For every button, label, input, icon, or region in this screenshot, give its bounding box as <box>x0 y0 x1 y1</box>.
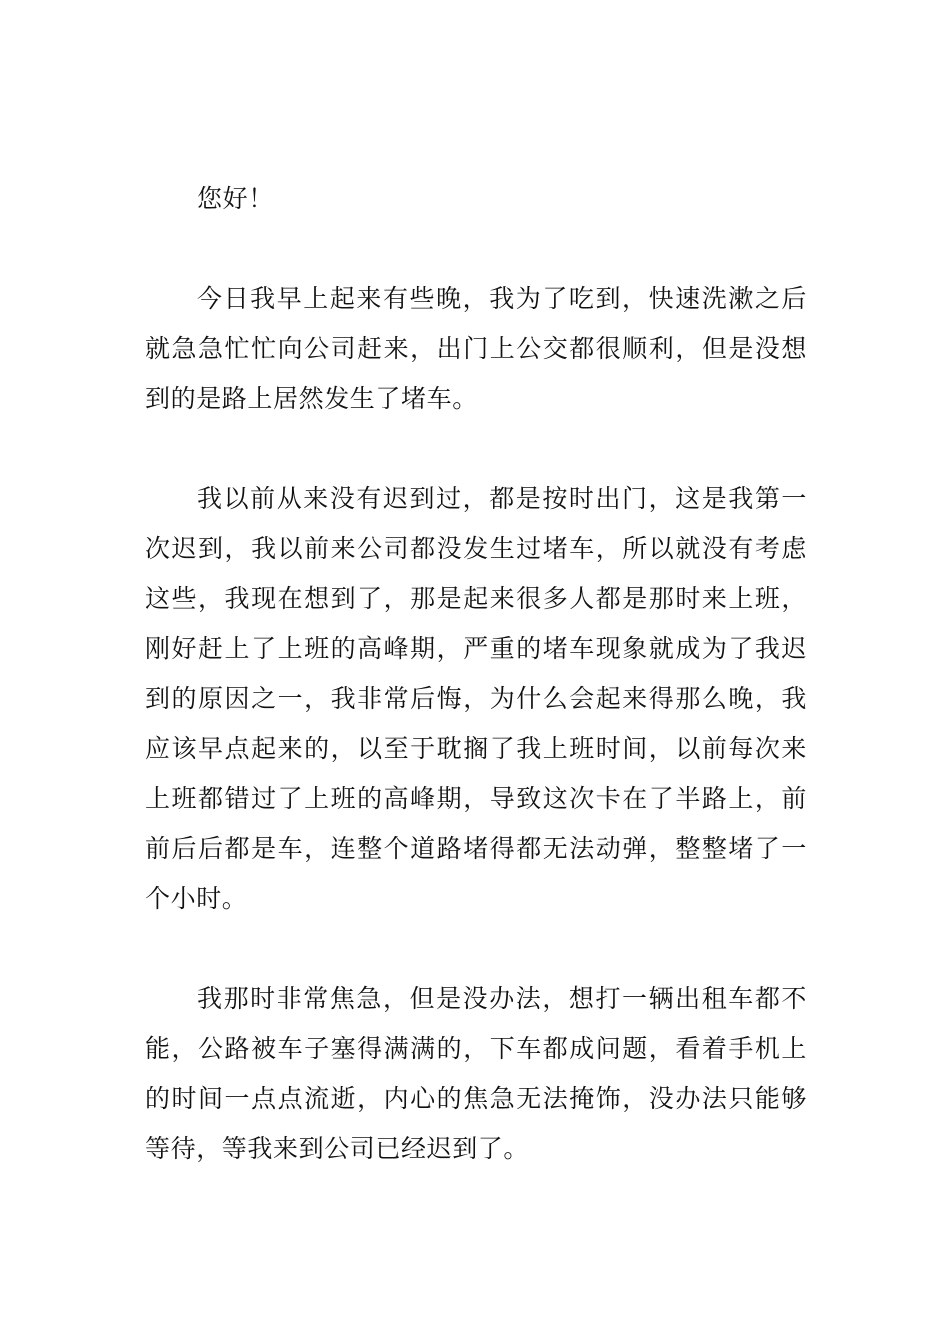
paragraph-3: 我那时非常焦急，但是没办法，想打一辆出租车都不能，公路被车子塞得满满的，下车都成问题，看着手机上的时间一点点流逝，内心的焦急无法掩饰，没办法只能够等待，等我来到公司已经迟到了。 <box>145 984 807 1163</box>
paragraph-1: 今日我早上起来有些晚，我为了吃到，快速洗漱之后就急急忙忙向公司赶来，出门上公交都很顺利，但是没想到的是路上居然发生了堵车。 <box>145 284 807 413</box>
document-body <box>145 174 807 1224</box>
paragraph-2: 我以前从来没有迟到过，都是按时出门，这是我第一次迟到，我以前来公司都没发生过堵车，所以就没有考虑这些，我现在想到了，那是起来很多人都是那时来上班，刚好赶上了上班的高峰期，严重的堵车现象就成为了我迟到的原因之一，我非常后悔，为什么会起来得那么晚，我应该早点起来的，以至于耽搁了我上班时间，以前每次来上班都错过了上班的高峰期，导致这次卡在了半路上，前前后后都是车，连整个道路堵得都无法动弹，整整堵了一个小时。 <box>145 484 807 913</box>
greeting: 您好！ <box>197 184 274 213</box>
